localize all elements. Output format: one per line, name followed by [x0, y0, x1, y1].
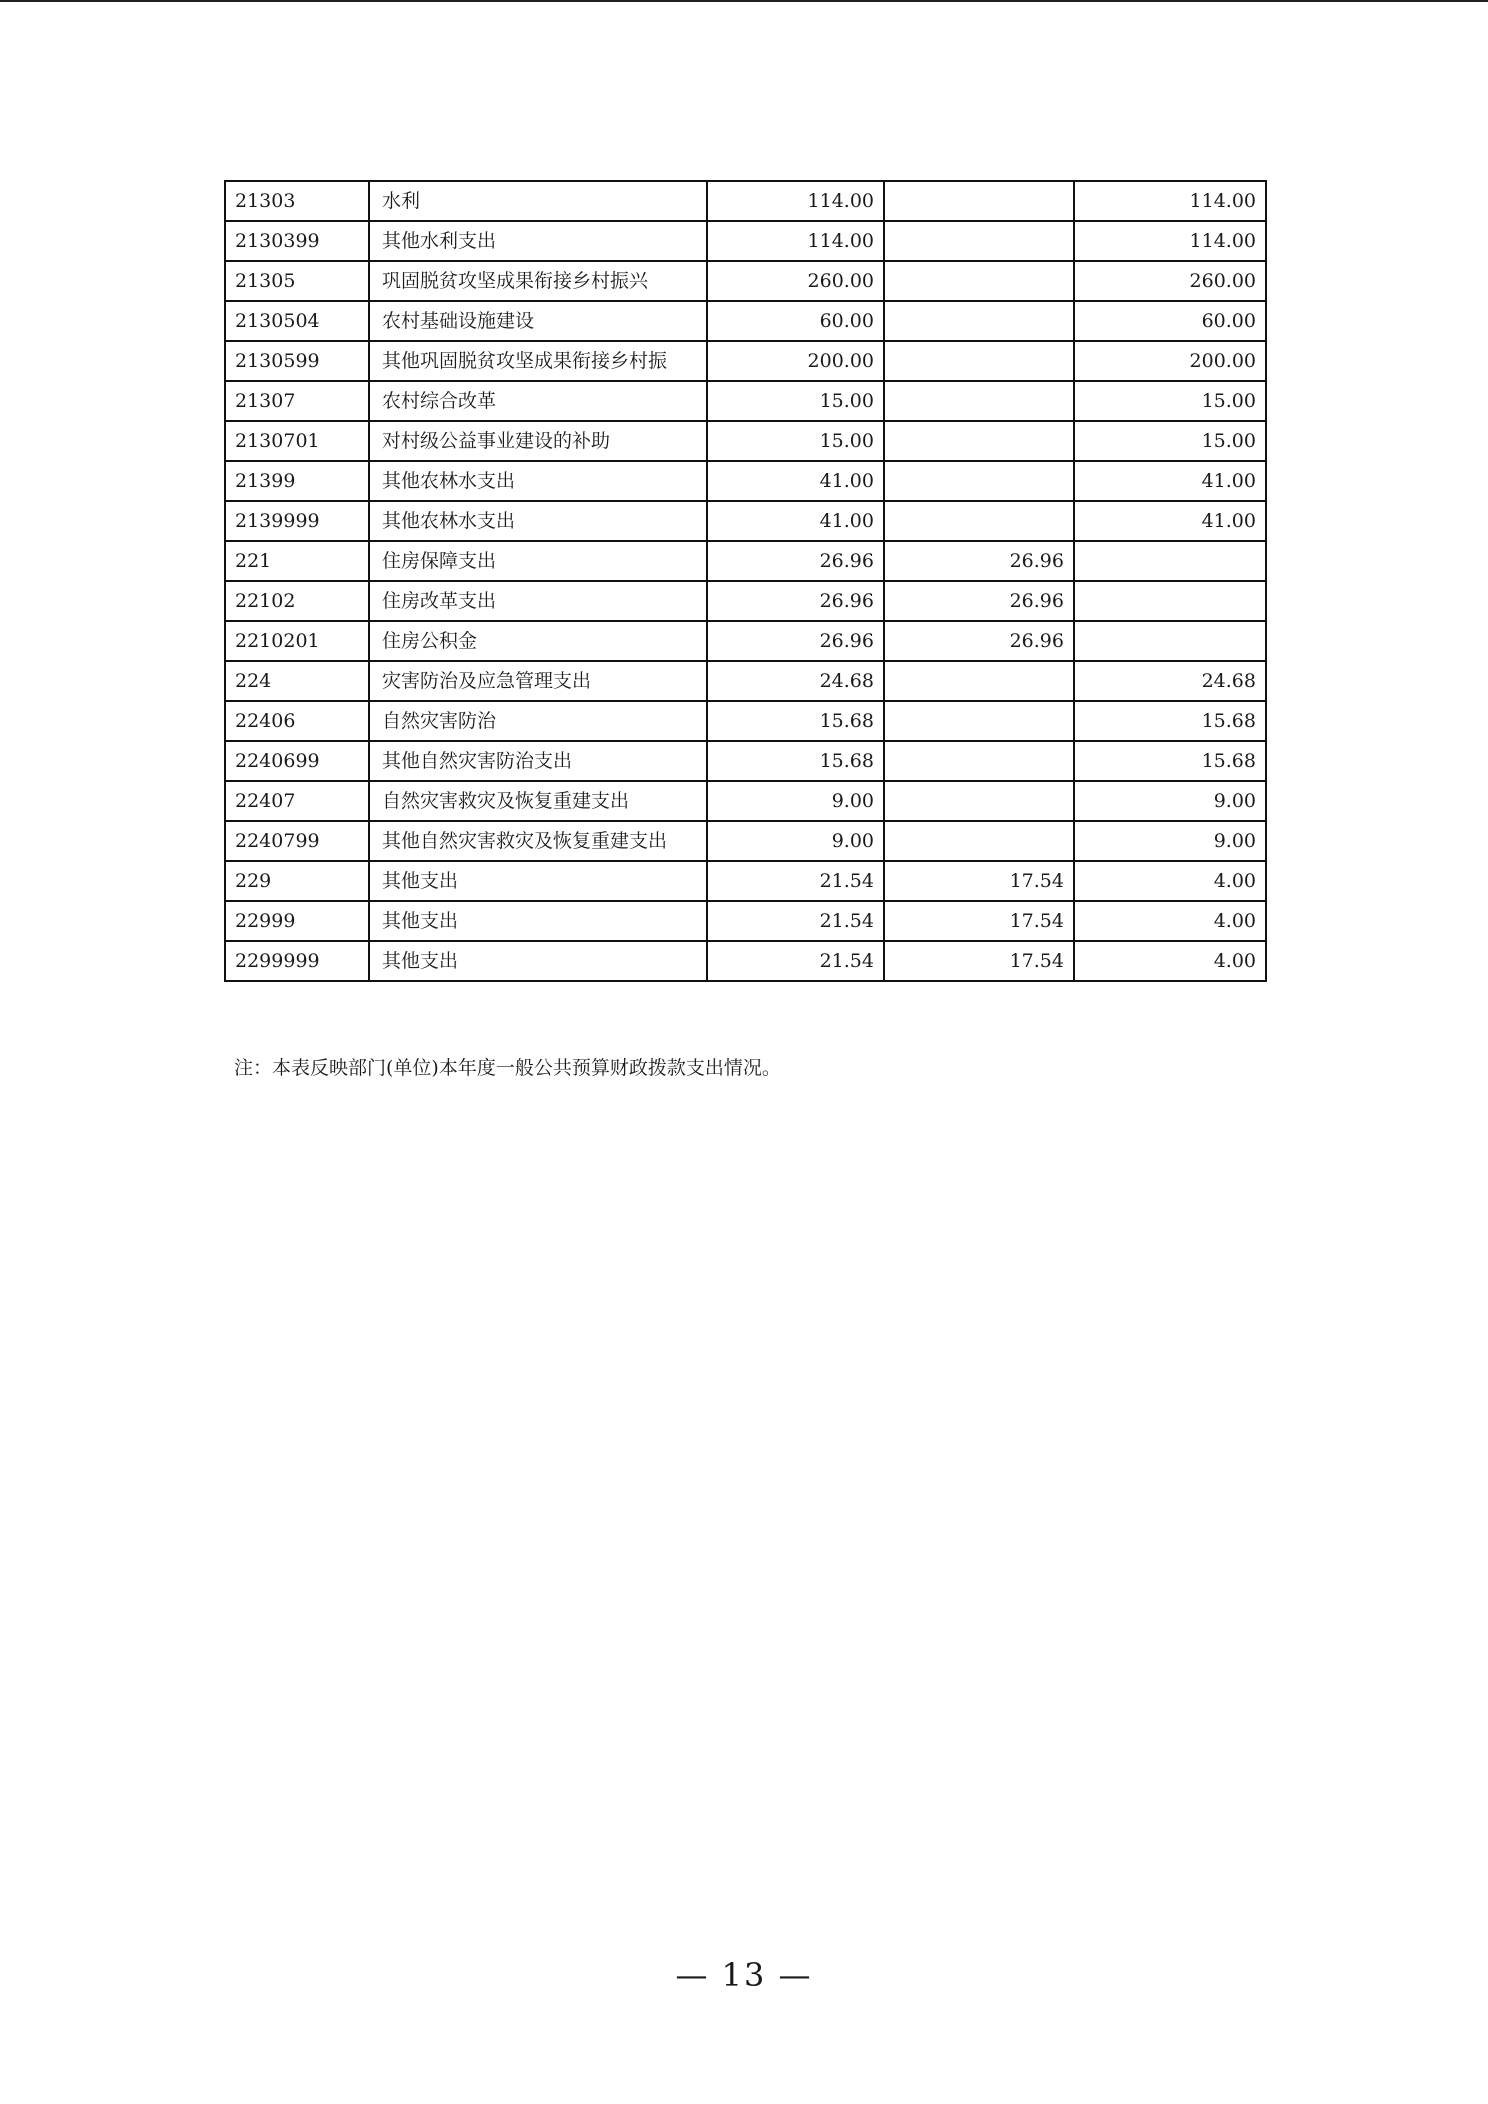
- subject-name-cell: 对村级公益事业建设的补助: [369, 421, 707, 461]
- subject-name-cell: 其他支出: [369, 861, 707, 901]
- basic-expenditure-cell: [884, 181, 1074, 221]
- basic-expenditure-cell: 17.54: [884, 861, 1074, 901]
- table-row: [225, 461, 1266, 501]
- project-expenditure-cell: 9.00: [1074, 781, 1266, 821]
- project-expenditure-cell: 200.00: [1074, 341, 1266, 381]
- total-cell: 114.00: [707, 221, 884, 261]
- table-row: [225, 341, 1266, 381]
- subject-code-cell: 22407: [225, 781, 369, 821]
- project-expenditure-cell: [1074, 541, 1266, 581]
- total-cell: 9.00: [707, 821, 884, 861]
- total-cell: 26.96: [707, 541, 884, 581]
- total-cell: 26.96: [707, 621, 884, 661]
- subject-name-cell: 其他巩固脱贫攻坚成果衔接乡村振: [369, 341, 707, 381]
- subject-name-cell: 农村基础设施建设: [369, 301, 707, 341]
- total-cell: 41.00: [707, 501, 884, 541]
- table-row: [225, 541, 1266, 581]
- subject-name-cell: 住房公积金: [369, 621, 707, 661]
- total-cell: 15.00: [707, 381, 884, 421]
- total-cell: 200.00: [707, 341, 884, 381]
- project-expenditure-cell: 41.00: [1074, 501, 1266, 541]
- basic-expenditure-cell: [884, 501, 1074, 541]
- page-number: — 13 —: [675, 1956, 813, 1994]
- total-cell: 41.00: [707, 461, 884, 501]
- basic-expenditure-cell: [884, 461, 1074, 501]
- subject-code-cell: 224: [225, 661, 369, 701]
- table-row: [225, 261, 1266, 301]
- subject-name-cell: 其他农林水支出: [369, 461, 707, 501]
- subject-name-cell: 自然灾害防治: [369, 701, 707, 741]
- project-expenditure-cell: 9.00: [1074, 821, 1266, 861]
- basic-expenditure-cell: 17.54: [884, 941, 1074, 981]
- subject-name-cell: 巩固脱贫攻坚成果衔接乡村振兴: [369, 261, 707, 301]
- total-cell: 9.00: [707, 781, 884, 821]
- table-row: [225, 581, 1266, 621]
- subject-name-cell: 其他水利支出: [369, 221, 707, 261]
- basic-expenditure-cell: 17.54: [884, 901, 1074, 941]
- subject-code-cell: 21399: [225, 461, 369, 501]
- table-row: [225, 221, 1266, 261]
- basic-expenditure-cell: [884, 261, 1074, 301]
- basic-expenditure-cell: 26.96: [884, 621, 1074, 661]
- project-expenditure-cell: 4.00: [1074, 901, 1266, 941]
- total-cell: 21.54: [707, 941, 884, 981]
- project-expenditure-cell: 60.00: [1074, 301, 1266, 341]
- table-row: [225, 301, 1266, 341]
- total-cell: 260.00: [707, 261, 884, 301]
- subject-name-cell: 其他自然灾害救灾及恢复重建支出: [369, 821, 707, 861]
- subject-code-cell: 2299999: [225, 941, 369, 981]
- total-cell: 24.68: [707, 661, 884, 701]
- table-row: [225, 701, 1266, 741]
- basic-expenditure-cell: [884, 301, 1074, 341]
- basic-expenditure-cell: [884, 821, 1074, 861]
- expenditure-table: [224, 180, 1267, 982]
- project-expenditure-cell: [1074, 581, 1266, 621]
- table-row: [225, 501, 1266, 541]
- table-row: [225, 781, 1266, 821]
- table-footnote: 注：本表反映部门(单位)本年度一般公共预算财政拨款支出情况。: [234, 1057, 781, 1079]
- subject-code-cell: 22999: [225, 901, 369, 941]
- table-body: [225, 181, 1266, 981]
- table-row: [225, 381, 1266, 421]
- project-expenditure-cell: 15.68: [1074, 741, 1266, 781]
- table-row: [225, 821, 1266, 861]
- basic-expenditure-cell: [884, 421, 1074, 461]
- total-cell: 15.68: [707, 701, 884, 741]
- basic-expenditure-cell: [884, 781, 1074, 821]
- basic-expenditure-cell: [884, 221, 1074, 261]
- project-expenditure-cell: 114.00: [1074, 221, 1266, 261]
- total-cell: 60.00: [707, 301, 884, 341]
- subject-code-cell: 2240799: [225, 821, 369, 861]
- total-cell: 26.96: [707, 581, 884, 621]
- subject-name-cell: 其他农林水支出: [369, 501, 707, 541]
- total-cell: 21.54: [707, 901, 884, 941]
- project-expenditure-cell: 15.68: [1074, 701, 1266, 741]
- subject-code-cell: 2240699: [225, 741, 369, 781]
- table-row: [225, 941, 1266, 981]
- table-row: [225, 621, 1266, 661]
- total-cell: 15.68: [707, 741, 884, 781]
- table-row: [225, 861, 1266, 901]
- subject-code-cell: 221: [225, 541, 369, 581]
- subject-name-cell: 其他支出: [369, 941, 707, 981]
- basic-expenditure-cell: 26.96: [884, 581, 1074, 621]
- project-expenditure-cell: 15.00: [1074, 421, 1266, 461]
- subject-name-cell: 水利: [369, 181, 707, 221]
- table-row: [225, 421, 1266, 461]
- basic-expenditure-cell: [884, 741, 1074, 781]
- total-cell: 21.54: [707, 861, 884, 901]
- basic-expenditure-cell: [884, 701, 1074, 741]
- project-expenditure-cell: [1074, 621, 1266, 661]
- table-row: [225, 661, 1266, 701]
- project-expenditure-cell: 15.00: [1074, 381, 1266, 421]
- subject-code-cell: 229: [225, 861, 369, 901]
- basic-expenditure-cell: [884, 381, 1074, 421]
- project-expenditure-cell: 24.68: [1074, 661, 1266, 701]
- subject-code-cell: 21305: [225, 261, 369, 301]
- subject-name-cell: 灾害防治及应急管理支出: [369, 661, 707, 701]
- total-cell: 15.00: [707, 421, 884, 461]
- basic-expenditure-cell: 26.96: [884, 541, 1074, 581]
- subject-code-cell: 2130701: [225, 421, 369, 461]
- project-expenditure-cell: 4.00: [1074, 941, 1266, 981]
- subject-code-cell: 2130399: [225, 221, 369, 261]
- table-row: [225, 901, 1266, 941]
- subject-name-cell: 农村综合改革: [369, 381, 707, 421]
- subject-name-cell: 自然灾害救灾及恢复重建支出: [369, 781, 707, 821]
- project-expenditure-cell: 4.00: [1074, 861, 1266, 901]
- subject-code-cell: 21303: [225, 181, 369, 221]
- subject-code-cell: 21307: [225, 381, 369, 421]
- top-border-line: [0, 0, 1488, 2]
- basic-expenditure-cell: [884, 661, 1074, 701]
- project-expenditure-cell: 114.00: [1074, 181, 1266, 221]
- subject-name-cell: 其他自然灾害防治支出: [369, 741, 707, 781]
- table-row: [225, 741, 1266, 781]
- project-expenditure-cell: 41.00: [1074, 461, 1266, 501]
- table-row: [225, 181, 1266, 221]
- subject-code-cell: 2130599: [225, 341, 369, 381]
- subject-code-cell: 22102: [225, 581, 369, 621]
- subject-code-cell: 2210201: [225, 621, 369, 661]
- total-cell: 114.00: [707, 181, 884, 221]
- subject-code-cell: 22406: [225, 701, 369, 741]
- subject-name-cell: 住房保障支出: [369, 541, 707, 581]
- basic-expenditure-cell: [884, 341, 1074, 381]
- subject-name-cell: 住房改革支出: [369, 581, 707, 621]
- project-expenditure-cell: 260.00: [1074, 261, 1266, 301]
- subject-code-cell: 2139999: [225, 501, 369, 541]
- subject-code-cell: 2130504: [225, 301, 369, 341]
- subject-name-cell: 其他支出: [369, 901, 707, 941]
